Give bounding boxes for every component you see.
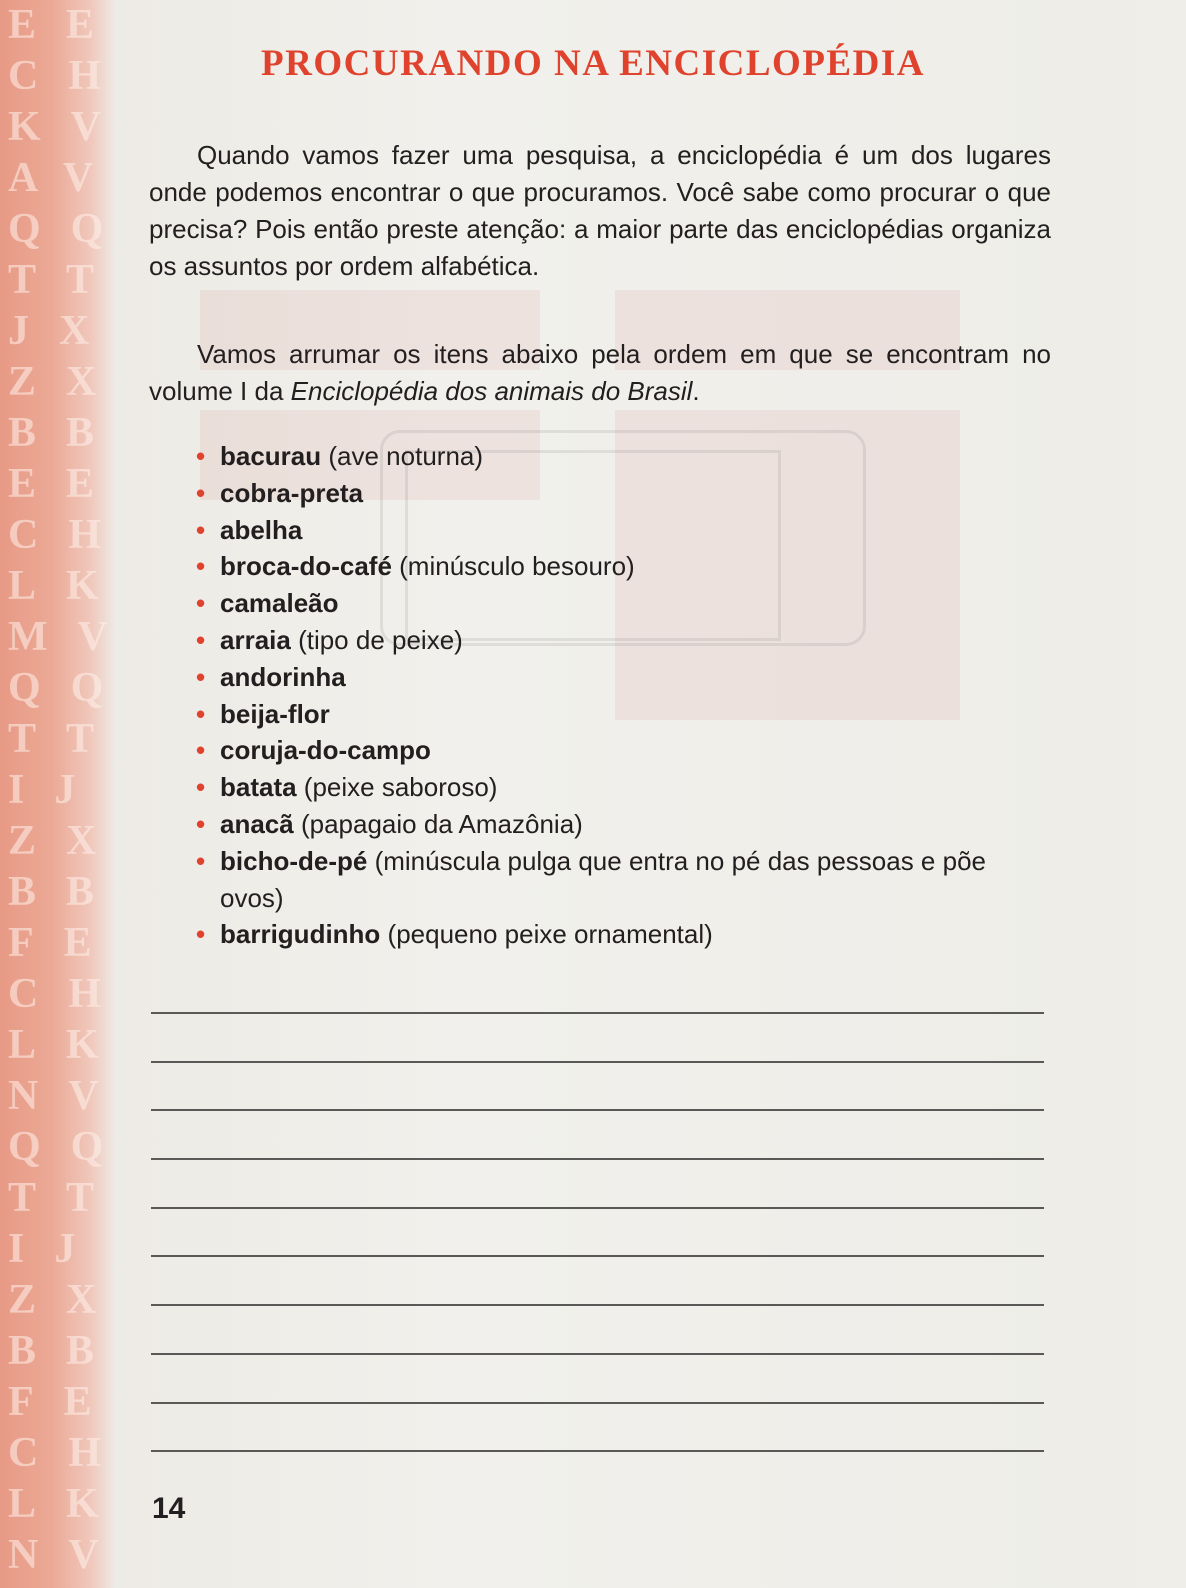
item-description: (papagaio da Amazônia) (293, 808, 583, 839)
item-term: bacurau (220, 441, 322, 471)
page-title: PROCURANDO NA ENCICLOPÉDIA (261, 43, 925, 84)
item-description: (ave noturna) (321, 441, 484, 471)
decorative-margin-letters: EE CH KV AV QQ TT JX ZX BB EE CH LK MV QQ TT IJ ZX BB FE CH LK NV QQ TT IJ ZX BB FE CH LK NV (8, 2, 138, 1578)
decorative-margin-strip (0, 0, 138, 1588)
item-term: batata (220, 772, 297, 803)
bullet-icon: • (196, 441, 206, 471)
list-item (196, 732, 1056, 769)
encyclopedia-title: Enciclopédia dos animais do Brasil (290, 376, 693, 406)
answer-line[interactable] (151, 1061, 1044, 1063)
item-term: arraia (220, 624, 291, 655)
answer-line[interactable] (151, 1255, 1044, 1257)
bullet-icon: • (196, 588, 206, 619)
answer-line[interactable] (151, 1012, 1044, 1014)
list-item (196, 475, 1056, 512)
item-term: abelha (220, 514, 303, 545)
item-term: bicho-de-pé (220, 845, 368, 876)
list-item (196, 659, 1056, 696)
bullet-icon: • (196, 624, 206, 655)
list-item (196, 916, 1056, 953)
list-item (196, 585, 1056, 622)
bullet-icon: • (196, 477, 206, 508)
answer-lines[interactable] (151, 1012, 1044, 1499)
item-description: (peixe saboroso) (296, 772, 498, 803)
list-item (196, 806, 1056, 843)
bullet-icon: • (196, 845, 206, 876)
animal-list (196, 438, 1056, 953)
list-item (196, 512, 1056, 549)
item-term: andorinha (220, 661, 346, 692)
item-term: coruja-do-campo (220, 735, 431, 766)
instruction-end: . (692, 376, 700, 406)
bullet-icon: • (196, 661, 206, 692)
answer-line[interactable] (151, 1304, 1044, 1306)
list-item (196, 769, 1056, 806)
bullet-icon: • (196, 735, 206, 766)
bullet-icon: • (196, 551, 206, 582)
bullet-icon: • (196, 514, 206, 545)
list-item (196, 843, 1056, 917)
item-term: camaleão (220, 588, 339, 619)
item-description: (pequeno peixe ornamental) (380, 919, 713, 950)
page-number: 14 (152, 1492, 186, 1525)
intro-paragraph: Quando vamos fazer uma pesquisa, a enciclopédia é um dos lugares onde podemos encontrar o que procuramos. Você sabe como procurar o que precisa? Pois então preste atenção: a maior parte das enciclopédias organiza os assuntos por ordem alfabética. (149, 140, 1051, 281)
item-term: cobra-preta (220, 477, 364, 508)
answer-line[interactable] (151, 1450, 1044, 1452)
item-description: (minúscula pulga que entra no pé das pessoas e põe ovos) (220, 845, 986, 913)
item-description: (tipo de peixe) (290, 624, 463, 655)
item-description: (minúsculo besouro) (391, 551, 635, 582)
item-term: barrigudinho (220, 919, 381, 950)
bullet-icon: • (196, 808, 206, 839)
bullet-icon: • (196, 919, 206, 950)
list-item (196, 696, 1056, 733)
answer-line[interactable] (151, 1207, 1044, 1209)
answer-line[interactable] (151, 1402, 1044, 1404)
item-term: beija-flor (220, 698, 330, 729)
answer-line[interactable] (151, 1109, 1044, 1111)
instruction-text: Vamos arrumar os itens abaixo pela ordem em que se encontram no volume I da (149, 339, 1051, 406)
list-item (196, 548, 1056, 585)
list-item (196, 438, 1056, 475)
bullet-icon: • (196, 772, 206, 803)
bullet-icon: • (196, 698, 206, 729)
answer-line[interactable] (151, 1158, 1044, 1160)
instruction-paragraph (149, 336, 1051, 410)
list-item (196, 622, 1056, 659)
answer-line[interactable] (151, 1353, 1044, 1355)
item-term: broca-do-café (220, 551, 392, 582)
item-term: anacã (220, 808, 294, 839)
